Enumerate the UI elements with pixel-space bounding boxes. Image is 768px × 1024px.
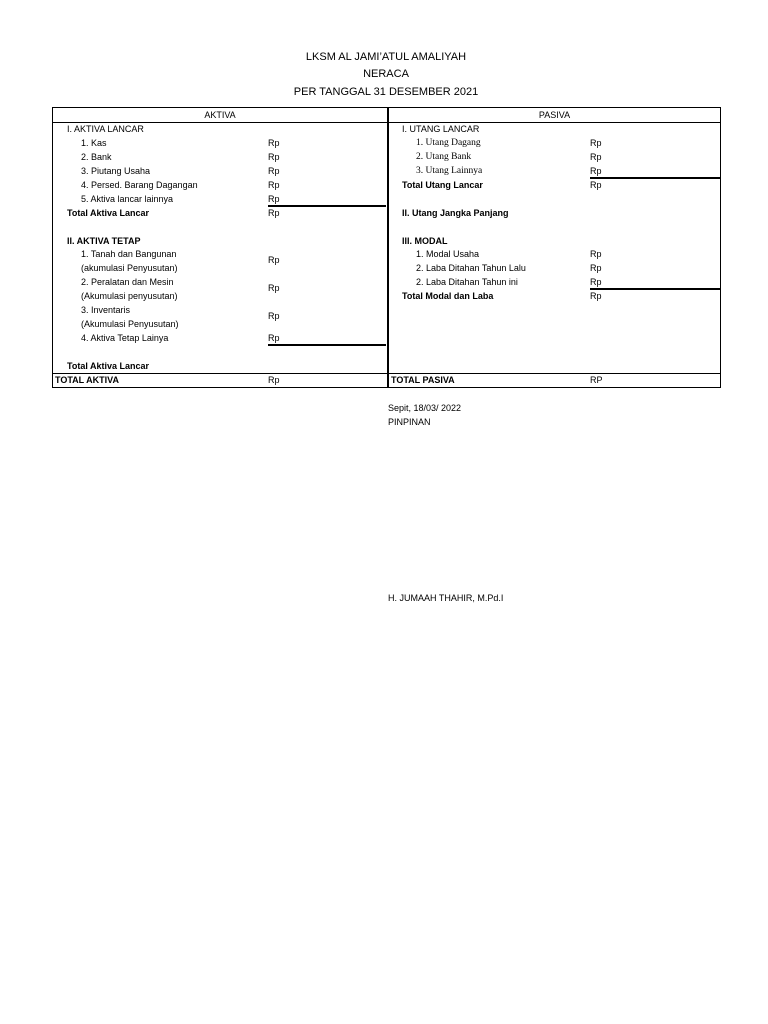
aktiva-tetap-tanah-note: (akumulasi Penyusutan) <box>81 263 178 273</box>
modal-heading: III. MODAL <box>402 236 448 246</box>
pasiva-item-utang-lainnya: 3. Utang Lainnya <box>416 166 483 176</box>
signature-name: H. JUMAAH THAHIR, M.Pd.I <box>388 593 504 603</box>
total-utang-lancar-currency: Rp <box>590 180 602 190</box>
total-separator <box>52 373 721 374</box>
org-title: LKSM AL JAMI’ATUL AMALIYAH <box>305 51 467 63</box>
aktiva-tetap-lainya-currency: Rp <box>268 333 280 343</box>
total-pasiva-currency: RP <box>590 375 603 385</box>
aktiva-item-persediaan: 4. Persed. Barang Dagangan <box>81 180 198 190</box>
total-aktiva-label: TOTAL AKTIVA <box>55 375 119 385</box>
aktiva-item-piutang-currency: Rp <box>268 166 280 176</box>
aktiva-tetap-peralatan: 2. Peralatan dan Mesin <box>81 277 174 287</box>
total-modal-laba-currency: Rp <box>590 291 602 301</box>
total-pasiva-label: TOTAL PASIVA <box>391 375 455 385</box>
pasiva-item-laba-ini: 2. Laba Ditahan Tahun ini <box>416 277 518 287</box>
aktiva-header: AKTIVA <box>204 110 236 120</box>
aktiva-lancar-heading: I. AKTIVA LANCAR <box>67 124 144 134</box>
aktiva-tetap-inventaris: 3. Inventaris <box>81 305 131 315</box>
pasiva-item-modal-usaha: 1. Modal Usaha <box>416 249 480 259</box>
report-title: NERACA <box>363 68 409 80</box>
pasiva-item-laba-lalu-currency: Rp <box>590 263 602 273</box>
pasiva-item-modal-usaha-currency: Rp <box>590 249 602 259</box>
aktiva-item-lainnya-currency: Rp <box>268 194 280 204</box>
aktiva-item-lainnya: 5. Aktiva lancar lainnya <box>81 194 174 204</box>
utang-lancar-heading: I. UTANG LANCAR <box>402 124 480 134</box>
subtotal-line <box>590 288 720 290</box>
aktiva-tetap-peralatan-currency: Rp <box>268 283 280 293</box>
total-utang-lancar-label: Total Utang Lancar <box>402 180 483 190</box>
pasiva-item-utang-dagang: 1. Utang Dagang <box>416 138 481 148</box>
total-aktiva-currency: Rp <box>268 375 280 385</box>
aktiva-item-kas: 1. Kas <box>81 138 107 148</box>
total-aktiva-tetap-label: Total Aktiva Lancar <box>67 361 150 371</box>
aktiva-tetap-heading: II. AKTIVA TETAP <box>67 236 141 246</box>
aktiva-item-persediaan-currency: Rp <box>268 180 280 190</box>
signature-role: PINPINAN <box>388 417 431 427</box>
pasiva-item-laba-ini-currency: Rp <box>590 277 602 287</box>
header-separator <box>52 122 721 123</box>
total-aktiva-lancar-label: Total Aktiva Lancar <box>67 208 150 218</box>
aktiva-tetap-inventaris-note: (Akumulasi Penyusutan) <box>81 319 179 329</box>
aktiva-item-kas-currency: Rp <box>268 138 280 148</box>
pasiva-item-laba-lalu: 2. Laba Ditahan Tahun Lalu <box>416 263 526 273</box>
aktiva-item-piutang: 3. Piutang Usaha <box>81 166 151 176</box>
pasiva-item-utang-lainnya-currency: Rp <box>590 166 602 176</box>
utang-jangka-panjang-heading: II. Utang Jangka Panjang <box>402 208 509 218</box>
aktiva-tetap-lainya: 4. Aktiva Tetap Lainya <box>81 333 169 343</box>
subtotal-line <box>590 177 720 179</box>
pasiva-item-utang-bank: 2. Utang Bank <box>416 152 472 162</box>
pasiva-header: PASIVA <box>538 110 571 120</box>
aktiva-item-bank: 2. Bank <box>81 152 112 162</box>
total-aktiva-lancar-currency: Rp <box>268 208 280 218</box>
subtotal-line <box>268 205 386 207</box>
column-divider <box>387 107 389 388</box>
pasiva-item-utang-dagang-currency: Rp <box>590 138 602 148</box>
report-period: PER TANGGAL 31 DESEMBER 2021 <box>293 86 479 98</box>
pasiva-item-utang-bank-currency: Rp <box>590 152 602 162</box>
total-modal-laba-label: Total Modal dan Laba <box>402 291 494 301</box>
aktiva-tetap-tanah: 1. Tanah dan Bangunan <box>81 249 177 259</box>
aktiva-tetap-tanah-currency: Rp <box>268 255 280 265</box>
aktiva-tetap-peralatan-note: (Akumulasi penyusutan) <box>81 291 178 301</box>
signature-place-date: Sepit, 18/03/ 2022 <box>388 403 462 413</box>
aktiva-tetap-inventaris-currency: Rp <box>268 311 280 321</box>
aktiva-item-bank-currency: Rp <box>268 152 280 162</box>
subtotal-line <box>268 344 386 346</box>
